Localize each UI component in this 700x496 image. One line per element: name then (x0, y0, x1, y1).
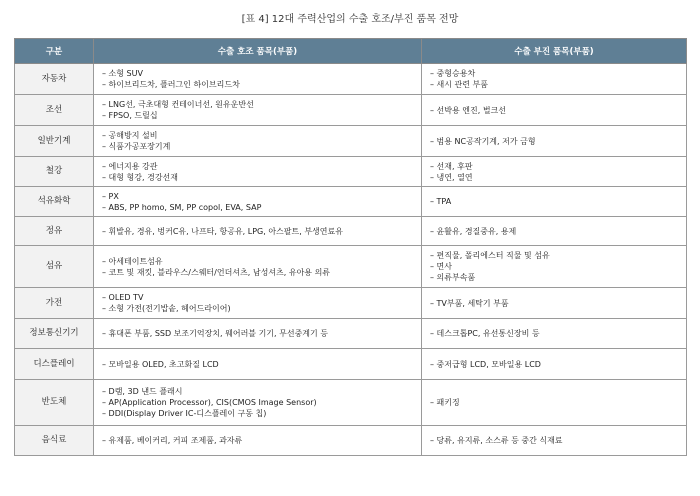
table-row (15, 288, 687, 319)
bad-items-cell (422, 246, 687, 288)
bad-item: – 당류, 유지류, 소스류 등 중간 식재료 (430, 435, 678, 446)
good-items-cell (94, 64, 422, 95)
good-item: – 식품가공포장기계 (102, 141, 413, 152)
good-items-cell (94, 288, 422, 319)
bad-items-cell (422, 64, 687, 95)
table-row (15, 426, 687, 456)
export-outlook-table (14, 38, 687, 456)
bad-item: – 패키징 (430, 397, 678, 408)
good-item: – 모바일용 OLED, 초고화질 LCD (102, 359, 413, 370)
bad-item: – 윤활유, 경질중유, 용제 (430, 226, 678, 237)
bad-items-cell (422, 187, 687, 217)
header-category: 구분 (15, 39, 94, 64)
good-item: – 소형 가전(전기밥솥, 헤어드라이어) (102, 303, 413, 314)
good-item: – 공해방지 설비 (102, 130, 413, 141)
bad-items-cell (422, 349, 687, 380)
table-row (15, 126, 687, 157)
table-row (15, 246, 687, 288)
bad-item: – 새시 관련 부품 (430, 79, 678, 90)
good-items-cell (94, 349, 422, 380)
good-items-cell (94, 246, 422, 288)
good-items-cell (94, 95, 422, 126)
table-row (15, 157, 687, 187)
row-category: 음식료 (15, 426, 94, 456)
row-category: 정유 (15, 217, 94, 246)
table-row (15, 64, 687, 95)
row-category: 석유화학 (15, 187, 94, 217)
row-category: 섬유 (15, 246, 94, 288)
table-row (15, 217, 687, 246)
table-row (15, 187, 687, 217)
bad-items-cell (422, 319, 687, 349)
good-item: – 휘발유, 경유, 벙커C유, 나프타, 항공유, LPG, 아스팔트, 부생연료유 (102, 226, 413, 237)
bad-item: – 면사 (430, 261, 678, 272)
table-row (15, 95, 687, 126)
good-items-cell (94, 217, 422, 246)
bad-item: – 냉연, 열연 (430, 172, 678, 183)
good-item: – 에너지용 강관 (102, 161, 413, 172)
bad-items-cell (422, 217, 687, 246)
bad-item: – TV부품, 세탁기 부품 (430, 298, 678, 309)
table-body (15, 64, 687, 456)
bad-item: – 선박용 엔진, 벌크선 (430, 105, 678, 116)
row-category: 일반기계 (15, 126, 94, 157)
good-item: – OLED TV (102, 292, 413, 303)
table-caption: [표 4] 12대 주력산업의 수출 호조/부진 품목 전망 (241, 14, 459, 25)
good-item: – LNG선, 극초대형 컨테이너선, 원유운반선 (102, 99, 413, 110)
good-item: – PX (102, 191, 413, 202)
row-category: 디스플레이 (15, 349, 94, 380)
row-category: 가전 (15, 288, 94, 319)
bad-items-cell (422, 380, 687, 426)
bad-items-cell (422, 288, 687, 319)
good-item: – 아세테이트섬유 (102, 256, 413, 267)
good-items-cell (94, 157, 422, 187)
good-item: – DDI(Display Driver IC-디스플레이 구동 칩) (102, 408, 413, 419)
bad-items-cell (422, 95, 687, 126)
table-row (15, 319, 687, 349)
good-item: – 소형 SUV (102, 68, 413, 79)
header-bad-items: 수출 부진 품목(부품) (422, 39, 687, 64)
bad-item: – 중형승용차 (430, 68, 678, 79)
good-items-cell (94, 426, 422, 456)
bad-item: – 선재, 후판 (430, 161, 678, 172)
good-item: – 대형 형강, 경강선재 (102, 172, 413, 183)
row-category: 조선 (15, 95, 94, 126)
row-category: 반도체 (15, 380, 94, 426)
bad-items-cell (422, 126, 687, 157)
good-item: – ABS, PP homo, SM, PP copol, EVA, SAP (102, 202, 413, 213)
bad-items-cell (422, 426, 687, 456)
bad-items-cell (422, 157, 687, 187)
header-good-items: 수출 호조 품목(부품) (94, 39, 422, 64)
good-item: – 하이브리드차, 플러그인 하이브리드차 (102, 79, 413, 90)
row-category: 정보통신기기 (15, 319, 94, 349)
good-item: – 유제품, 베이커리, 커피 조제품, 과자류 (102, 435, 413, 446)
bad-item: – 데스크톱PC, 유선통신장비 등 (430, 328, 678, 339)
good-item: – 휴대폰 부품, SSD 보조기억장치, 웨어러블 기기, 무선중계기 등 (102, 328, 413, 339)
row-category: 철강 (15, 157, 94, 187)
good-item: – AP(Application Processor), CIS(CMOS Image Sensor) (102, 397, 413, 408)
good-item: – D램, 3D 낸드 플래시 (102, 386, 413, 397)
bad-item: – 의류부속품 (430, 272, 678, 283)
good-items-cell (94, 380, 422, 426)
good-items-cell (94, 126, 422, 157)
bad-item: – 범용 NC공작기계, 저가 금형 (430, 136, 678, 147)
good-items-cell (94, 319, 422, 349)
bad-item: – 중저급형 LCD, 모바일용 LCD (430, 359, 678, 370)
row-category: 자동차 (15, 64, 94, 95)
good-items-cell (94, 187, 422, 217)
good-item: – 코트 및 재킷, 블라우스/스웨터/언더셔츠, 남성셔츠, 유아용 의류 (102, 267, 413, 278)
table-row (15, 349, 687, 380)
table-header-row (15, 39, 687, 64)
bad-item: – 편직물, 폴리에스터 직물 및 섬유 (430, 250, 678, 261)
good-item: – FPSO, 드릴십 (102, 110, 413, 121)
bad-item: – TPA (430, 196, 678, 207)
table-row (15, 380, 687, 426)
